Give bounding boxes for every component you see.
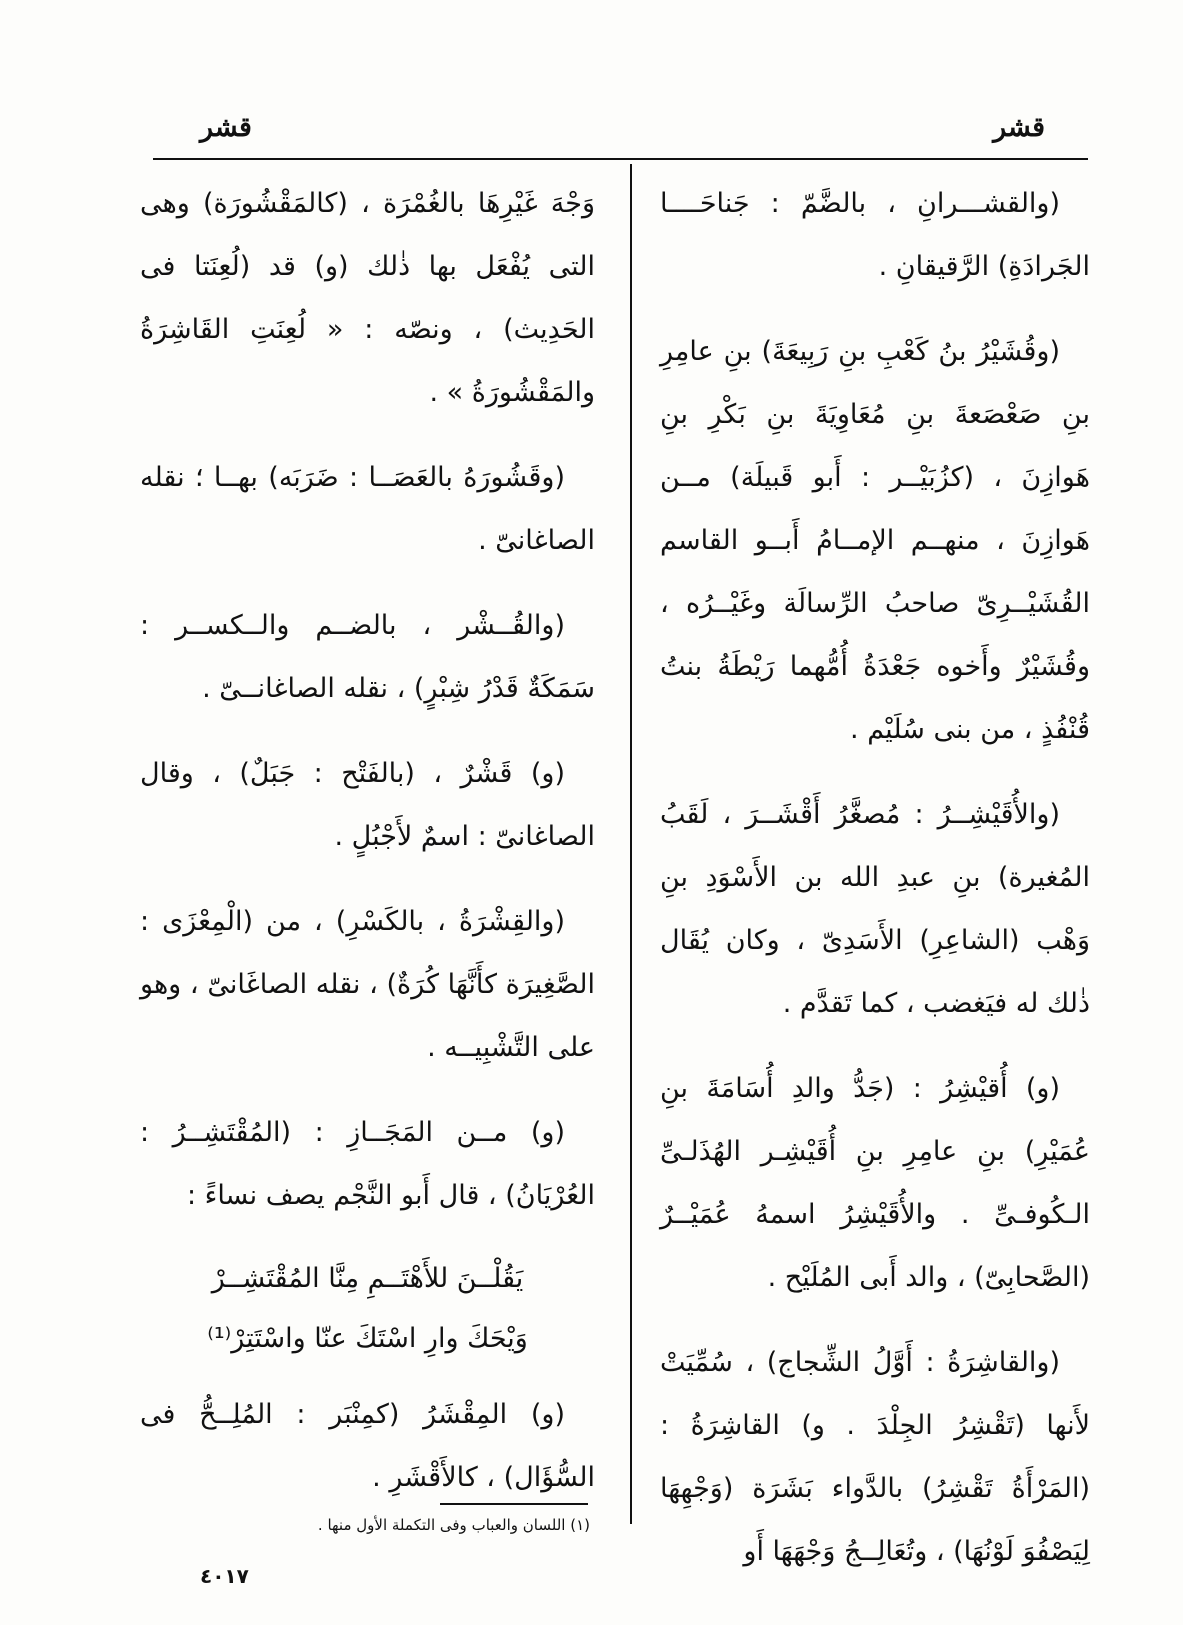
dictionary-entry: (و) مــن المَجَــازِ : (المُقْتَشِــرُ : العُرْيَانُ) ، قال أَبو النَّجْم يصف نساءً : — [140, 1117, 595, 1211]
dictionary-entry: (و) قَشْرٌ ، (بالفَتْح : جَبَلٌ) ، وقال الصاغانىّ : اسمٌ لأَجْبُلٍ . — [140, 758, 595, 852]
running-headword-right: قشر — [993, 112, 1045, 143]
dictionary-entry: (وقَشُورَهُ بالعَصَــا : ضَرَبَه) بهــا ؛ نقله الصاغانىّ . — [140, 462, 595, 556]
dictionary-entry: وَجْهَ غَيْرِهَا بالغُمْرَة ، (كالمَقْشُورَة) وهى التى يُفْعَل بها ذٰلك (و) قد (لُعِنَتا فى الحَدِيث) ، ونصّه : « لُعِنَتِ القَاشِرَةُ والمَقْشُورَةُ » . — [140, 188, 595, 408]
dictionary-entry: (و) أُقيْشِرُ : (جَدُّ والدِ أُسَامَةَ بنِ عُمَيْرِ) بنِ عامِرِ بنِ أُقَيْشِـر الهُذَلـىِّ الـكُوفـىِّ . والأُقَيْشِرُ اسمهُ عُمَيْــرٌ (الصَّحابِىّ) ، والد أَبى المُلَيْح . — [660, 1073, 1090, 1293]
dictionary-entry: (والأُقَيْشِــرُ : مُصغَّرُ أَقْشَــرَ ، لَقَبُ المُغيرة) بنِ عبدِ الله بن الأَسْوَدِ بنِ وَهْب (الشاعِرِ) الأَسَدِىّ ، وكان يُقَال ذٰلك له فيَغضب ، كما تَقدَّم . — [660, 799, 1090, 1019]
dictionary-entry: (والقُــشْر ، بالضــم والــكســر : سَمَكَةٌ قَدْرُ شِبْرٍ) ، نقله الصاغانــىّ . — [140, 610, 595, 704]
column-divider — [630, 164, 632, 1524]
page-number: ٤٠١٧ — [200, 1564, 249, 1588]
verse-line: وَيْحَكَ وارِ اسْتَكَ عنّا واسْتَتِرْ⁽¹⁾ — [207, 1323, 528, 1354]
footnote-rule — [440, 1503, 588, 1505]
verse-line: يَقُلْــنَ للأَهْتَــمِ مِنَّا المُقْتَشِــرْ — [211, 1263, 524, 1294]
footnote: (١) اللسان والعباب وفى التكملة الأول منها . — [317, 1516, 590, 1534]
right-column — [660, 172, 1090, 1605]
dictionary-entry: (والقِشْرَةُ ، بالكَسْرِ) ، من (الْمِعْزَى : الصَّغِيرَة كأَنَّهَا كُرَةٌ) ، نقله الصاغَانىّ ، وهو على التَّشْبِيــه . — [140, 906, 595, 1063]
dictionary-entry: (والقاشِرَةُ : أَوَّلُ الشِّجاج) ، سُمِّيَتْ لأَنها (تَقْشِرُ الجِلْدَ . و) القاشِرَةُ : (المَرْأَةُ تَقْشِرُ) بالدَّواء بَشَرَة (وَجْهِهَا لِيَصْفُوَ لَوْنُهَا) ، وتُعَالِــجُ وَجْهَهَا أَو — [660, 1347, 1090, 1567]
left-column — [140, 172, 595, 1531]
dictionary-entry: (والقشـــرانِ ، بالضَّمّ : جَناحَــــا الجَرادَةِ) الرَّقيقانِ . — [660, 188, 1090, 282]
header-rule — [153, 158, 1088, 160]
poetry-verse — [140, 1249, 595, 1369]
dictionary-entry: (و) المِقْشَرُ (كمِنْبَر : المُلِــحُّ فى السُّؤَال) ، كالأَقْشَرِ . — [140, 1399, 595, 1493]
dictionary-entry: (وقُشَيْرُ بنُ كَعْبِ بنِ رَبِيعَةَ) بنِ عامِرِ بنِ صَعْصَعةَ بنِ مُعَاوِيَةَ بنِ بَكْرِ بنِ هَوازِنَ ، (كزُبَيْــر : أَبو قَبيلَة) مــن هَوازِنَ ، منهــم الإمــامُ أَبــو القاسم القُشَيْــرِىّ صاحبُ الرِّسالَة وغَيْــرُه ، وقُشَيْرٌ وأَخوه جَعْدَةُ أُمُّهما رَيْطَةُ بنتُ قُنْفُذٍ ، من بنى سُلَيْم . — [660, 336, 1090, 745]
running-headword-left: قشر — [200, 112, 252, 143]
